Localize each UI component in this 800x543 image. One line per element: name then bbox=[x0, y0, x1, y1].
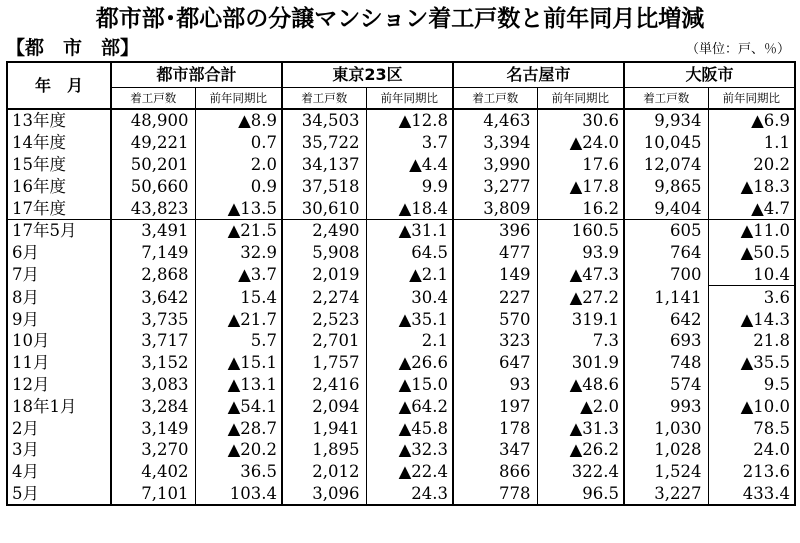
yoy-cell: 2.1 bbox=[366, 330, 453, 352]
count-cell: 3,394 bbox=[453, 132, 537, 154]
count-cell: 1,941 bbox=[282, 417, 366, 439]
count-cell: 227 bbox=[453, 286, 537, 308]
count-cell: 34,137 bbox=[282, 154, 366, 176]
table-row bbox=[7, 154, 795, 176]
yoy-cell: 3.6 bbox=[763, 287, 791, 307]
yoy-cell: 24.3 bbox=[366, 483, 453, 506]
count-cell: 3,083 bbox=[111, 374, 195, 396]
count-cell: 866 bbox=[453, 461, 537, 483]
yoy-cell: 30.6 bbox=[537, 109, 624, 132]
yoy-cell: 24.0 bbox=[753, 440, 791, 460]
yoy-cell: ▲26.2 bbox=[537, 439, 624, 461]
yoy-cell: 213.6 bbox=[742, 462, 791, 482]
count-cell: 3,270 bbox=[111, 439, 195, 461]
yoy-cell: 10.4 bbox=[708, 264, 795, 286]
yoy-cell: ▲11.0 bbox=[740, 221, 791, 241]
yoy-cell: ▲13.1 bbox=[195, 374, 282, 396]
count-cell: 570 bbox=[453, 308, 537, 330]
yoy-cell: ▲48.6 bbox=[537, 374, 624, 396]
yoy-cell: ▲35.5 bbox=[740, 353, 791, 373]
yoy-cell: 433.4 bbox=[742, 483, 791, 503]
yoy-cell: ▲4.4 bbox=[366, 154, 453, 176]
count-cell: 37,518 bbox=[282, 175, 366, 197]
yoy-cell: 7.3 bbox=[537, 330, 624, 352]
yoy-cell: 2.0 bbox=[195, 154, 282, 176]
subheader-count: 着工戸数 bbox=[453, 88, 537, 110]
yoy-cell: 1.1 bbox=[763, 133, 791, 153]
count-cell: 9,934 bbox=[624, 109, 708, 132]
yoy-cell: 15.4 bbox=[195, 286, 282, 308]
count-cell: 3,284 bbox=[111, 395, 195, 417]
count-cell: 2,523 bbox=[282, 308, 366, 330]
count-cell: 50,201 bbox=[111, 154, 195, 176]
count-cell: 149 bbox=[453, 264, 537, 286]
row-label: 11月 bbox=[7, 352, 111, 374]
count-cell: 9,404 bbox=[624, 197, 708, 219]
count-cell: 3,152 bbox=[111, 352, 195, 374]
count-cell: 3,491 bbox=[111, 219, 195, 241]
yoy-cell: 17.6 bbox=[537, 154, 624, 176]
subheader-yoy: 前年同期比 bbox=[366, 88, 453, 110]
yoy-cell: ▲31.3 bbox=[537, 417, 624, 439]
count-cell: 4,402 bbox=[111, 461, 195, 483]
count-cell: 647 bbox=[453, 352, 537, 374]
count-cell: 4,463 bbox=[453, 109, 537, 132]
yoy-cell: ▲32.3 bbox=[366, 439, 453, 461]
count-cell: 764 bbox=[624, 242, 708, 264]
count-cell: 50,660 bbox=[111, 175, 195, 197]
yoy-cell: ▲13.5 bbox=[195, 197, 282, 219]
yoy-cell: 78.5 bbox=[753, 418, 791, 438]
yoy-cell: 30.4 bbox=[366, 286, 453, 308]
row-label: 4月 bbox=[7, 461, 111, 483]
yoy-cell: ▲21.7 bbox=[195, 308, 282, 330]
subheader-count: 着工戸数 bbox=[111, 88, 195, 110]
header-group-total: 都市部合計 bbox=[111, 62, 282, 88]
yoy-cell: 160.5 bbox=[537, 219, 624, 241]
table-row bbox=[7, 175, 795, 197]
header-group-osaka: 大阪市 bbox=[624, 62, 795, 88]
yoy-cell: ▲3.7 bbox=[195, 264, 282, 286]
count-cell: 993 bbox=[624, 395, 708, 417]
count-cell: 2,490 bbox=[282, 219, 366, 241]
count-cell: 12,074 bbox=[624, 154, 708, 176]
yoy-cell: ▲17.8 bbox=[537, 175, 624, 197]
count-cell: 605 bbox=[624, 219, 708, 241]
count-cell: 323 bbox=[453, 330, 537, 352]
table-row bbox=[7, 483, 795, 506]
yoy-cell: ▲24.0 bbox=[537, 132, 624, 154]
yoy-cell: 301.9 bbox=[537, 352, 624, 374]
count-cell: 1,757 bbox=[282, 352, 366, 374]
count-cell: 3,227 bbox=[624, 483, 708, 506]
construction-table bbox=[6, 61, 796, 506]
table-row bbox=[7, 330, 795, 352]
row-label: 10月 bbox=[7, 330, 111, 352]
count-cell: 30,610 bbox=[282, 197, 366, 219]
table-row bbox=[7, 242, 795, 264]
table-row bbox=[7, 109, 795, 132]
yoy-cell: ▲35.1 bbox=[366, 308, 453, 330]
row-label: 17年5月 bbox=[7, 219, 111, 241]
yoy-cell: 319.1 bbox=[537, 308, 624, 330]
row-label: 3月 bbox=[7, 439, 111, 461]
count-cell: 778 bbox=[453, 483, 537, 506]
yoy-cell: 322.4 bbox=[537, 461, 624, 483]
yoy-cell: 0.9 bbox=[195, 175, 282, 197]
yoy-cell: ▲27.2 bbox=[537, 286, 624, 308]
table-row bbox=[7, 374, 795, 396]
yoy-cell: 3.7 bbox=[366, 132, 453, 154]
yoy-cell: 9.9 bbox=[366, 175, 453, 197]
yoy-cell: ▲47.3 bbox=[537, 264, 624, 286]
yoy-cell: 20.2 bbox=[753, 154, 791, 174]
header-group-tokyo: 東京23区 bbox=[282, 62, 453, 88]
count-cell: 93 bbox=[453, 374, 537, 396]
count-cell: 197 bbox=[453, 395, 537, 417]
table-row bbox=[7, 197, 795, 219]
yoy-cell: ▲10.0 bbox=[740, 396, 791, 416]
count-cell: 3,642 bbox=[111, 286, 195, 308]
row-label: 13年度 bbox=[7, 109, 111, 132]
yoy-cell: ▲8.9 bbox=[195, 109, 282, 132]
count-cell: 10,045 bbox=[624, 132, 708, 154]
table-row bbox=[7, 308, 795, 330]
count-cell: 1,028 bbox=[624, 439, 708, 461]
count-cell: 700 bbox=[624, 264, 708, 286]
unit-note: （単位：戸、％） bbox=[685, 42, 790, 57]
yoy-cell: ▲26.6 bbox=[366, 352, 453, 374]
yoy-cell: ▲18.4 bbox=[366, 197, 453, 219]
table-row bbox=[7, 352, 795, 374]
yoy-cell: 5.7 bbox=[195, 330, 282, 352]
count-cell: 477 bbox=[453, 242, 537, 264]
count-cell: 396 bbox=[453, 219, 537, 241]
row-label: 8月 bbox=[7, 286, 111, 308]
count-cell: 2,701 bbox=[282, 330, 366, 352]
table-row bbox=[7, 461, 795, 483]
yoy-cell: 93.9 bbox=[537, 242, 624, 264]
subheader-yoy: 前年同期比 bbox=[537, 88, 624, 110]
yoy-cell: ▲18.3 bbox=[740, 176, 791, 196]
yoy-cell: ▲20.2 bbox=[195, 439, 282, 461]
subheader-yoy: 前年同期比 bbox=[195, 88, 282, 110]
row-label: 6月 bbox=[7, 242, 111, 264]
yoy-cell: ▲28.7 bbox=[195, 417, 282, 439]
row-label: 5月 bbox=[7, 483, 111, 506]
yoy-cell: 96.5 bbox=[537, 483, 624, 506]
count-cell: 2,094 bbox=[282, 395, 366, 417]
table-row bbox=[7, 439, 795, 461]
row-label: 18年1月 bbox=[7, 395, 111, 417]
count-cell: 3,277 bbox=[453, 175, 537, 197]
count-cell: 7,149 bbox=[111, 242, 195, 264]
yoy-cell: ▲15.0 bbox=[366, 374, 453, 396]
yoy-cell: 103.4 bbox=[195, 483, 282, 506]
count-cell: 3,809 bbox=[453, 197, 537, 219]
yoy-cell: ▲64.2 bbox=[366, 395, 453, 417]
count-cell: 3,735 bbox=[111, 308, 195, 330]
yoy-cell: ▲2.0 bbox=[537, 395, 624, 417]
yoy-cell: 0.7 bbox=[195, 132, 282, 154]
count-cell: 2,416 bbox=[282, 374, 366, 396]
yoy-cell: ▲22.4 bbox=[366, 461, 453, 483]
page-title: 都市部･都心部の分譲マンション着工戸数と前年同月比増減 bbox=[95, 6, 705, 32]
row-label: 14年度 bbox=[7, 132, 111, 154]
yoy-cell: 32.9 bbox=[195, 242, 282, 264]
yoy-cell: ▲21.5 bbox=[195, 219, 282, 241]
count-cell: 35,722 bbox=[282, 132, 366, 154]
header-month: 年 月 bbox=[7, 62, 111, 109]
count-cell: 1,524 bbox=[624, 461, 708, 483]
count-cell: 3,717 bbox=[111, 330, 195, 352]
table-row bbox=[7, 395, 795, 417]
row-label: 9月 bbox=[7, 308, 111, 330]
table-body bbox=[7, 109, 795, 505]
row-label: 17年度 bbox=[7, 197, 111, 219]
subheader-count: 着工戸数 bbox=[624, 88, 708, 110]
table-row bbox=[7, 264, 795, 286]
row-label: 2月 bbox=[7, 417, 111, 439]
count-cell: 34,503 bbox=[282, 109, 366, 132]
yoy-cell: ▲6.9 bbox=[751, 111, 791, 131]
yoy-cell: ▲2.1 bbox=[366, 264, 453, 286]
count-cell: 2,012 bbox=[282, 461, 366, 483]
count-cell: 9,865 bbox=[624, 175, 708, 197]
yoy-cell: ▲54.1 bbox=[195, 395, 282, 417]
yoy-cell: 16.2 bbox=[537, 197, 624, 219]
count-cell: 3,990 bbox=[453, 154, 537, 176]
header-group-nagoya: 名古屋市 bbox=[453, 62, 624, 88]
yoy-cell: ▲14.3 bbox=[740, 309, 791, 329]
count-cell: 2,274 bbox=[282, 286, 366, 308]
table-row bbox=[7, 132, 795, 154]
count-cell: 3,096 bbox=[282, 483, 366, 506]
count-cell: 574 bbox=[624, 374, 708, 396]
count-cell: 693 bbox=[624, 330, 708, 352]
yoy-cell: 36.5 bbox=[195, 461, 282, 483]
yoy-cell: 64.5 bbox=[366, 242, 453, 264]
table-row bbox=[7, 219, 795, 241]
count-cell: 347 bbox=[453, 439, 537, 461]
yoy-cell: ▲31.1 bbox=[366, 219, 453, 241]
count-cell: 1,895 bbox=[282, 439, 366, 461]
count-cell: 1,030 bbox=[624, 417, 708, 439]
count-cell: 2,019 bbox=[282, 264, 366, 286]
section-label: 【都 市 部】 bbox=[6, 37, 140, 59]
yoy-cell: ▲50.5 bbox=[740, 243, 791, 263]
count-cell: 7,101 bbox=[111, 483, 195, 506]
table-row bbox=[7, 417, 795, 439]
yoy-cell: ▲12.8 bbox=[366, 109, 453, 132]
yoy-cell: ▲15.1 bbox=[195, 352, 282, 374]
yoy-cell: 21.8 bbox=[753, 331, 791, 351]
table-row bbox=[7, 286, 795, 308]
count-cell: 48,900 bbox=[111, 109, 195, 132]
yoy-cell: ▲45.8 bbox=[366, 417, 453, 439]
row-label: 16年度 bbox=[7, 175, 111, 197]
yoy-cell: 9.5 bbox=[763, 374, 791, 394]
count-cell: 642 bbox=[624, 308, 708, 330]
count-cell: 49,221 bbox=[111, 132, 195, 154]
count-cell: 5,908 bbox=[282, 242, 366, 264]
yoy-cell: ▲4.7 bbox=[708, 197, 795, 219]
count-cell: 178 bbox=[453, 417, 537, 439]
count-cell: 3,149 bbox=[111, 417, 195, 439]
row-label: 15年度 bbox=[7, 154, 111, 176]
subheader-count: 着工戸数 bbox=[282, 88, 366, 110]
subheader-yoy: 前年同期比 bbox=[708, 88, 795, 110]
count-cell: 2,868 bbox=[111, 264, 195, 286]
row-label: 12月 bbox=[7, 374, 111, 396]
row-label: 7月 bbox=[7, 264, 111, 286]
count-cell: 43,823 bbox=[111, 197, 195, 219]
count-cell: 748 bbox=[624, 352, 708, 374]
count-cell: 1,141 bbox=[624, 286, 708, 308]
